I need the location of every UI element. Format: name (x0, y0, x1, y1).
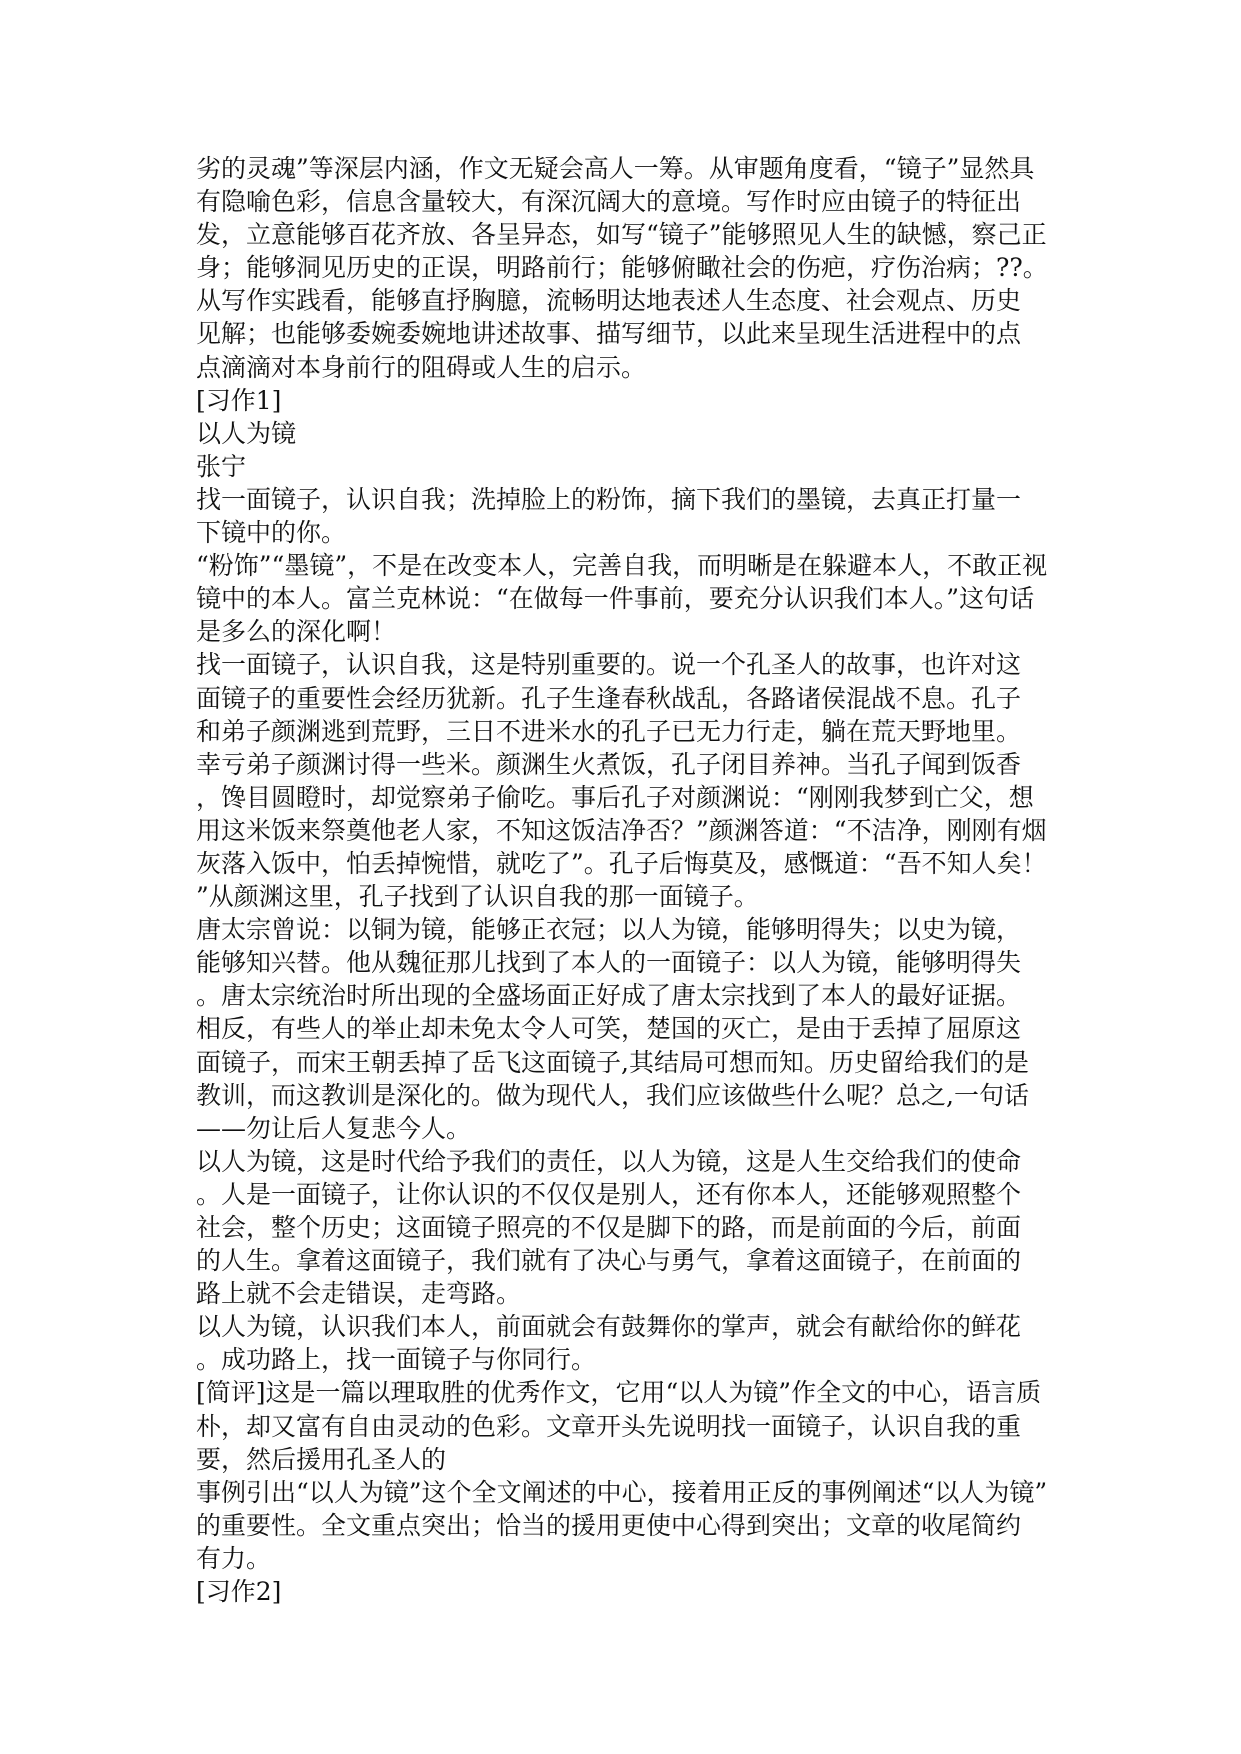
text-line: “粉饰”“墨镜”，不是在改变本人，完善自我，而明晰是在躲避本人，不敢正视 (196, 551, 1048, 581)
text-line: 身；能够洞见历史的正误，明路前行；能够俯瞰社会的伤疤，疗伤治病；??。 (196, 253, 1048, 283)
text-line: 用这米饭来祭奠他老人家，不知这饭洁净否？”颜渊答道：“不洁净，刚刚有烟 (196, 815, 1047, 845)
text-line: 见解；也能够委婉委婉地讲述故事、描写细节，以此来呈现生活进程中的点 (196, 319, 1022, 349)
text-line: 相反，有些人的举止却未免太令人可笑，楚国的灭亡，是由于丢掉了屈原这 (196, 1014, 1022, 1044)
text-line: 镜中的本人。富兰克林说：“在做每一件事前，要充分认识我们本人。”这句话 (196, 584, 1035, 614)
essay-title: 以人为镜 (196, 418, 297, 448)
review-line: 朴，却又富有自由灵动的色彩。文章开头先说明找一面镜子，认识自我的重 (196, 1411, 1022, 1441)
text-line: 幸亏弟子颜渊讨得一些米。颜渊生火煮饭，孔子闭目养神。当孔子闻到饭香 (196, 749, 1022, 779)
text-line: ——勿让后人复悲今人。 (196, 1113, 472, 1143)
text-line: 路上就不会走错误，走弯路。 (196, 1279, 522, 1309)
review-line: 的重要性。全文重点突出；恰当的援用更使中心得到突出；文章的收尾简约 (196, 1510, 1022, 1540)
text-line: 唐太宗曾说：以铜为镜，能够正衣冠；以人为镜，能够明得失；以史为镜， (196, 915, 1022, 945)
text-line: 灰落入饭中，怕丢掉惋惜，就吃了”。孔子后悔莫及，感慨道：“吾不知人矣！ (196, 848, 1047, 878)
review-line: 事例引出“以人为镜”这个全文阐述的中心，接着用正反的事例阐述“以人为镜” (196, 1477, 1048, 1507)
text-line: 有隐喻色彩，信息含量较大，有深沉阔大的意境。写作时应由镜子的特征出 (196, 187, 1022, 217)
text-line: 以人为镜，认识我们本人，前面就会有鼓舞你的掌声，就会有献给你的鲜花 (196, 1312, 1022, 1342)
text-line: 点滴滴对本身前行的阻碍或人生的启示。 (196, 352, 647, 382)
text-line: 的人生。拿着这面镜子，我们就有了决心与勇气，拿着这面镜子，在前面的 (196, 1246, 1022, 1276)
text-line: 面镜子的重要性会经历犹新。孔子生逢春秋战乱，各路诸侯混战不息。孔子 (196, 683, 1022, 713)
review-line: [简评]这是一篇以理取胜的优秀作文，它用“以人为镜”作全文的中心，语言质 (196, 1378, 1042, 1408)
text-line: 。成功路上，找一面镜子与你同行。 (196, 1345, 597, 1375)
text-line: 找一面镜子，认识自我；洗掉脸上的粉饰，摘下我们的墨镜，去真正打量一 (196, 484, 1022, 514)
text-line: ，馋目圆瞪时，却觉察弟子偷吃。事后孔子对颜渊说：“刚刚我梦到亡父，想 (196, 782, 1034, 812)
section-label: [习作1] (196, 385, 282, 415)
section-label: [习作2] (196, 1577, 282, 1607)
text-line: 教训，而这教训是深化的。做为现代人，我们应该做些什么呢？总之,一句话 (196, 1080, 1029, 1110)
text-line: 。人是一面镜子，让你认识的不仅仅是别人，还有你本人，还能够观照整个 (196, 1179, 1022, 1209)
text-line: 下镜中的你。 (196, 518, 347, 548)
text-line: 劣的灵魂”等深层内涵，作文无疑会高人一筹。从审题角度看，“镜子”显然具 (196, 154, 1035, 183)
text-line: 。唐太宗统治时所出现的全盛场面正好成了唐太宗找到了本人的最好证据。 (196, 981, 1022, 1011)
review-line: 有力。 (196, 1543, 272, 1573)
text-line: 以人为镜，这是时代给予我们的责任，以人为镜，这是人生交给我们的使命 (196, 1146, 1022, 1176)
essay-author: 张宁 (196, 451, 247, 481)
document-page (196, 152, 1056, 1608)
text-line: 能够知兴替。他从魏征那儿找到了本人的一面镜子：以人为镜，能够明得失 (196, 948, 1022, 978)
text-line: 发，立意能够百花齐放、各呈异态，如写“镜子”能够照见人生的缺憾，察己正 (196, 220, 1047, 250)
text-line: 从写作实践看，能够直抒胸臆，流畅明达地表述人生态度、社会观点、历史 (196, 286, 1022, 316)
text-line: 和弟子颜渊逃到荒野，三日不进米水的孔子已无力行走，躺在荒天野地里。 (196, 716, 1022, 746)
text-line: ”从颜渊这里，孔子找到了认识自我的那一面镜子。 (196, 882, 759, 912)
text-line: 社会，整个历史；这面镜子照亮的不仅是脚下的路，而是前面的今后，前面 (196, 1213, 1022, 1242)
review-line: 要，然后援用孔圣人的 (196, 1444, 447, 1474)
text-line: 面镜子，而宋王朝丢掉了岳飞这面镜子,其结局可想而知。历史留给我们的是 (196, 1047, 1029, 1077)
text-line: 是多么的深化啊！ (196, 617, 397, 647)
text-line: 找一面镜子，认识自我，这是特别重要的。说一个孔圣人的故事，也许对这 (196, 650, 1022, 680)
